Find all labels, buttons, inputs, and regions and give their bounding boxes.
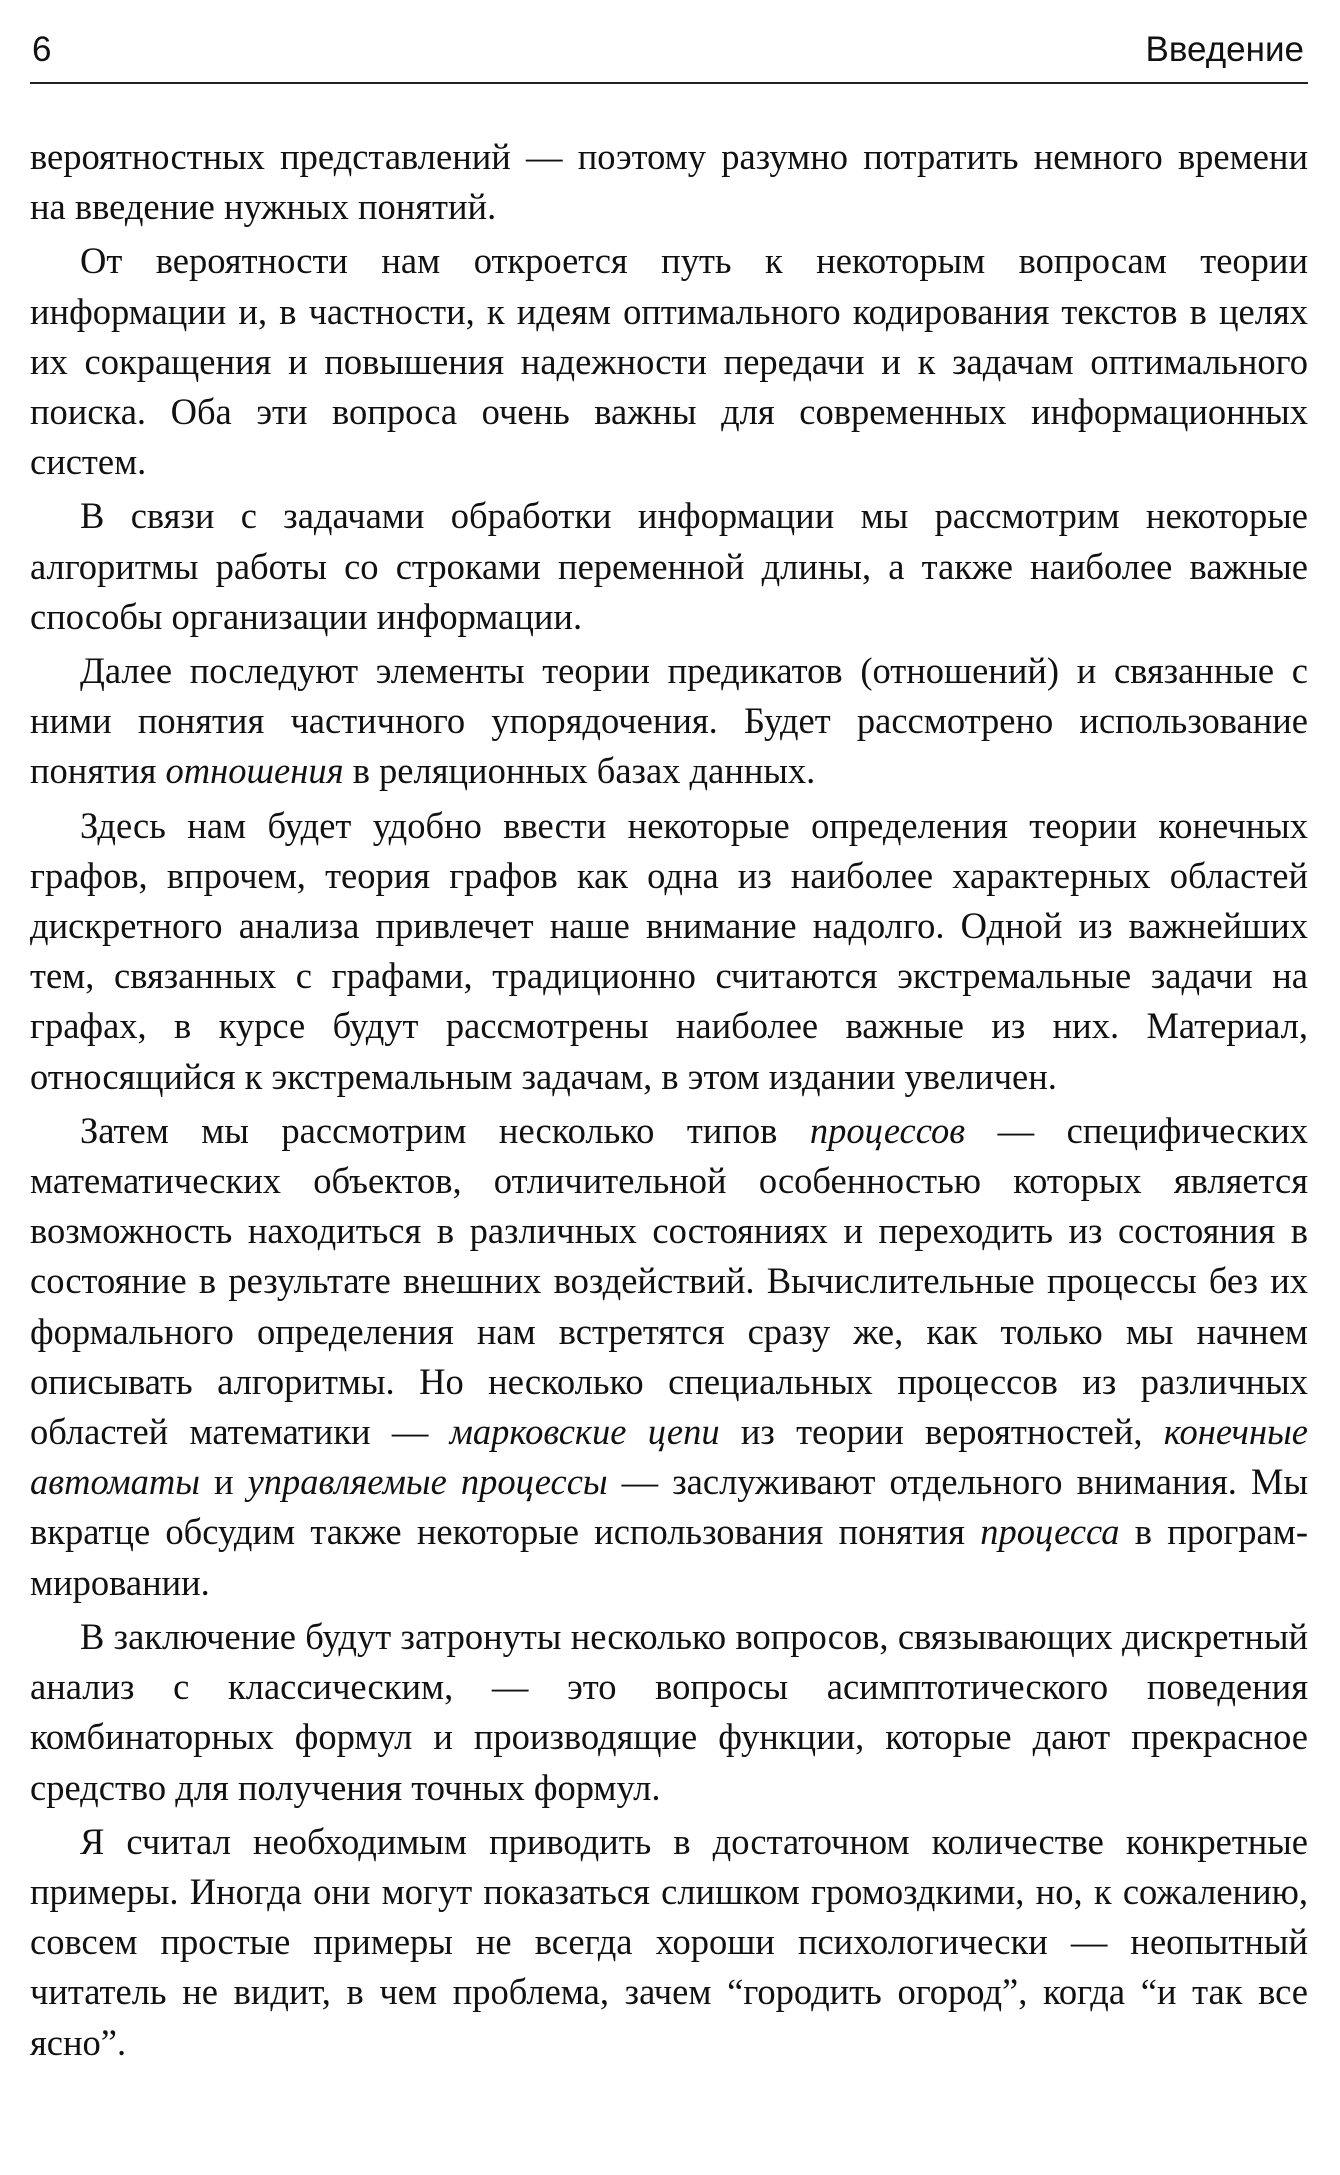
paragraph bbox=[30, 1612, 1308, 1813]
text-run: Затем мы рассмотрим несколько типов bbox=[80, 1109, 810, 1151]
header-rule bbox=[30, 82, 1308, 84]
italic-term: отношения bbox=[165, 750, 344, 792]
text-run: вероятностных представлений — поэтому разумно потратить немного времени на введение нужных понятий. bbox=[30, 136, 1308, 228]
paragraph bbox=[30, 132, 1308, 232]
running-head bbox=[30, 22, 1308, 78]
text-run: в реляционных базах данных. bbox=[343, 750, 816, 792]
text-run: — заслуживают отдельного внимания. Мы вкратце обсудим также некоторые использования понятия bbox=[30, 1461, 1308, 1553]
text-run: Здесь нам будет удобно ввести некоторые определения теории конечных графов, впрочем, теория графов как одна из наиболее характерных областей дискретного анализа привлечет наше внимание надолго. Одной из важнейших тем, связанных с графами, традиционно считаются экстремальные задачи на графах, в курсе будут рассмотрены наиболее важные из них. Материал, относящийся к экстремальным задачам, в этом издании увеличен. bbox=[30, 804, 1308, 1097]
text-run: и bbox=[199, 1461, 248, 1503]
book-page bbox=[30, 0, 1308, 2175]
text-run: В заключение будут затронуты несколько вопросов, связывающих дискретный анализ с классическим, — это вопросы асимптотического поведения комбинаторных формул и производящие функции, которые дают прекрасное средство для получения точных формул. bbox=[30, 1615, 1308, 1808]
text-run: — специфических математических объектов, отличительной особенностью которых является возможность находиться в различных состояниях и переходить из состояния в состояние в результате внешних воздействий. Вычислительные процессы без их формального определения нам встретятся сразу же, как только мы начнем описывать алгоритмы. Но несколько специальных процессов из различных областей математики — bbox=[30, 1109, 1308, 1453]
text-run: Я считал необходимым приводить в достаточном количестве конкретные примеры. Иногда они могут показаться слишком громоздкими, но, к сожалению, совсем простые примеры не всегда хороши психологически — неопытный читатель не видит, в чем проблема, зачем “городить огород”, когда “и так все ясно”. bbox=[30, 1820, 1308, 2063]
paragraph bbox=[30, 491, 1308, 642]
paragraph bbox=[30, 236, 1308, 487]
italic-term: конечные автоматы bbox=[30, 1411, 1308, 1503]
italic-term: процесса bbox=[980, 1511, 1120, 1553]
text-run: В связи с задачами обработки информации мы рассмотрим некоторые алгоритмы работы со строками переменной длины, а также наиболее важные способы организации информации. bbox=[30, 495, 1308, 637]
paragraph bbox=[30, 1106, 1308, 1608]
text-run: из теории вероятностей, bbox=[719, 1411, 1164, 1453]
text-run: От вероятности нам откроется путь к некоторым вопросам теории информации и, в частности, к идеям оптимального кодирования текстов в целях их сокращения и повышения надежности передачи и к задачам оптимального поиска. Оба эти вопроса очень важны для современных информационных систем. bbox=[30, 240, 1308, 483]
paragraph bbox=[30, 801, 1308, 1102]
running-title: Введение bbox=[1145, 30, 1304, 69]
body-text bbox=[30, 132, 1308, 2072]
text-run: Далее последуют элементы теории предикатов (отношений) и связанные с ними понятия частичного упорядочения. Будет рассмотрено использование понятия bbox=[30, 650, 1308, 792]
paragraph bbox=[30, 1817, 1308, 2068]
italic-term: марковские цепи bbox=[449, 1411, 720, 1453]
page-number: 6 bbox=[32, 30, 52, 69]
italic-term: управляемые процессы bbox=[247, 1461, 608, 1503]
text-run: в программировании. bbox=[30, 1511, 1308, 1603]
italic-term: процессов bbox=[809, 1109, 966, 1151]
paragraph bbox=[30, 646, 1308, 797]
